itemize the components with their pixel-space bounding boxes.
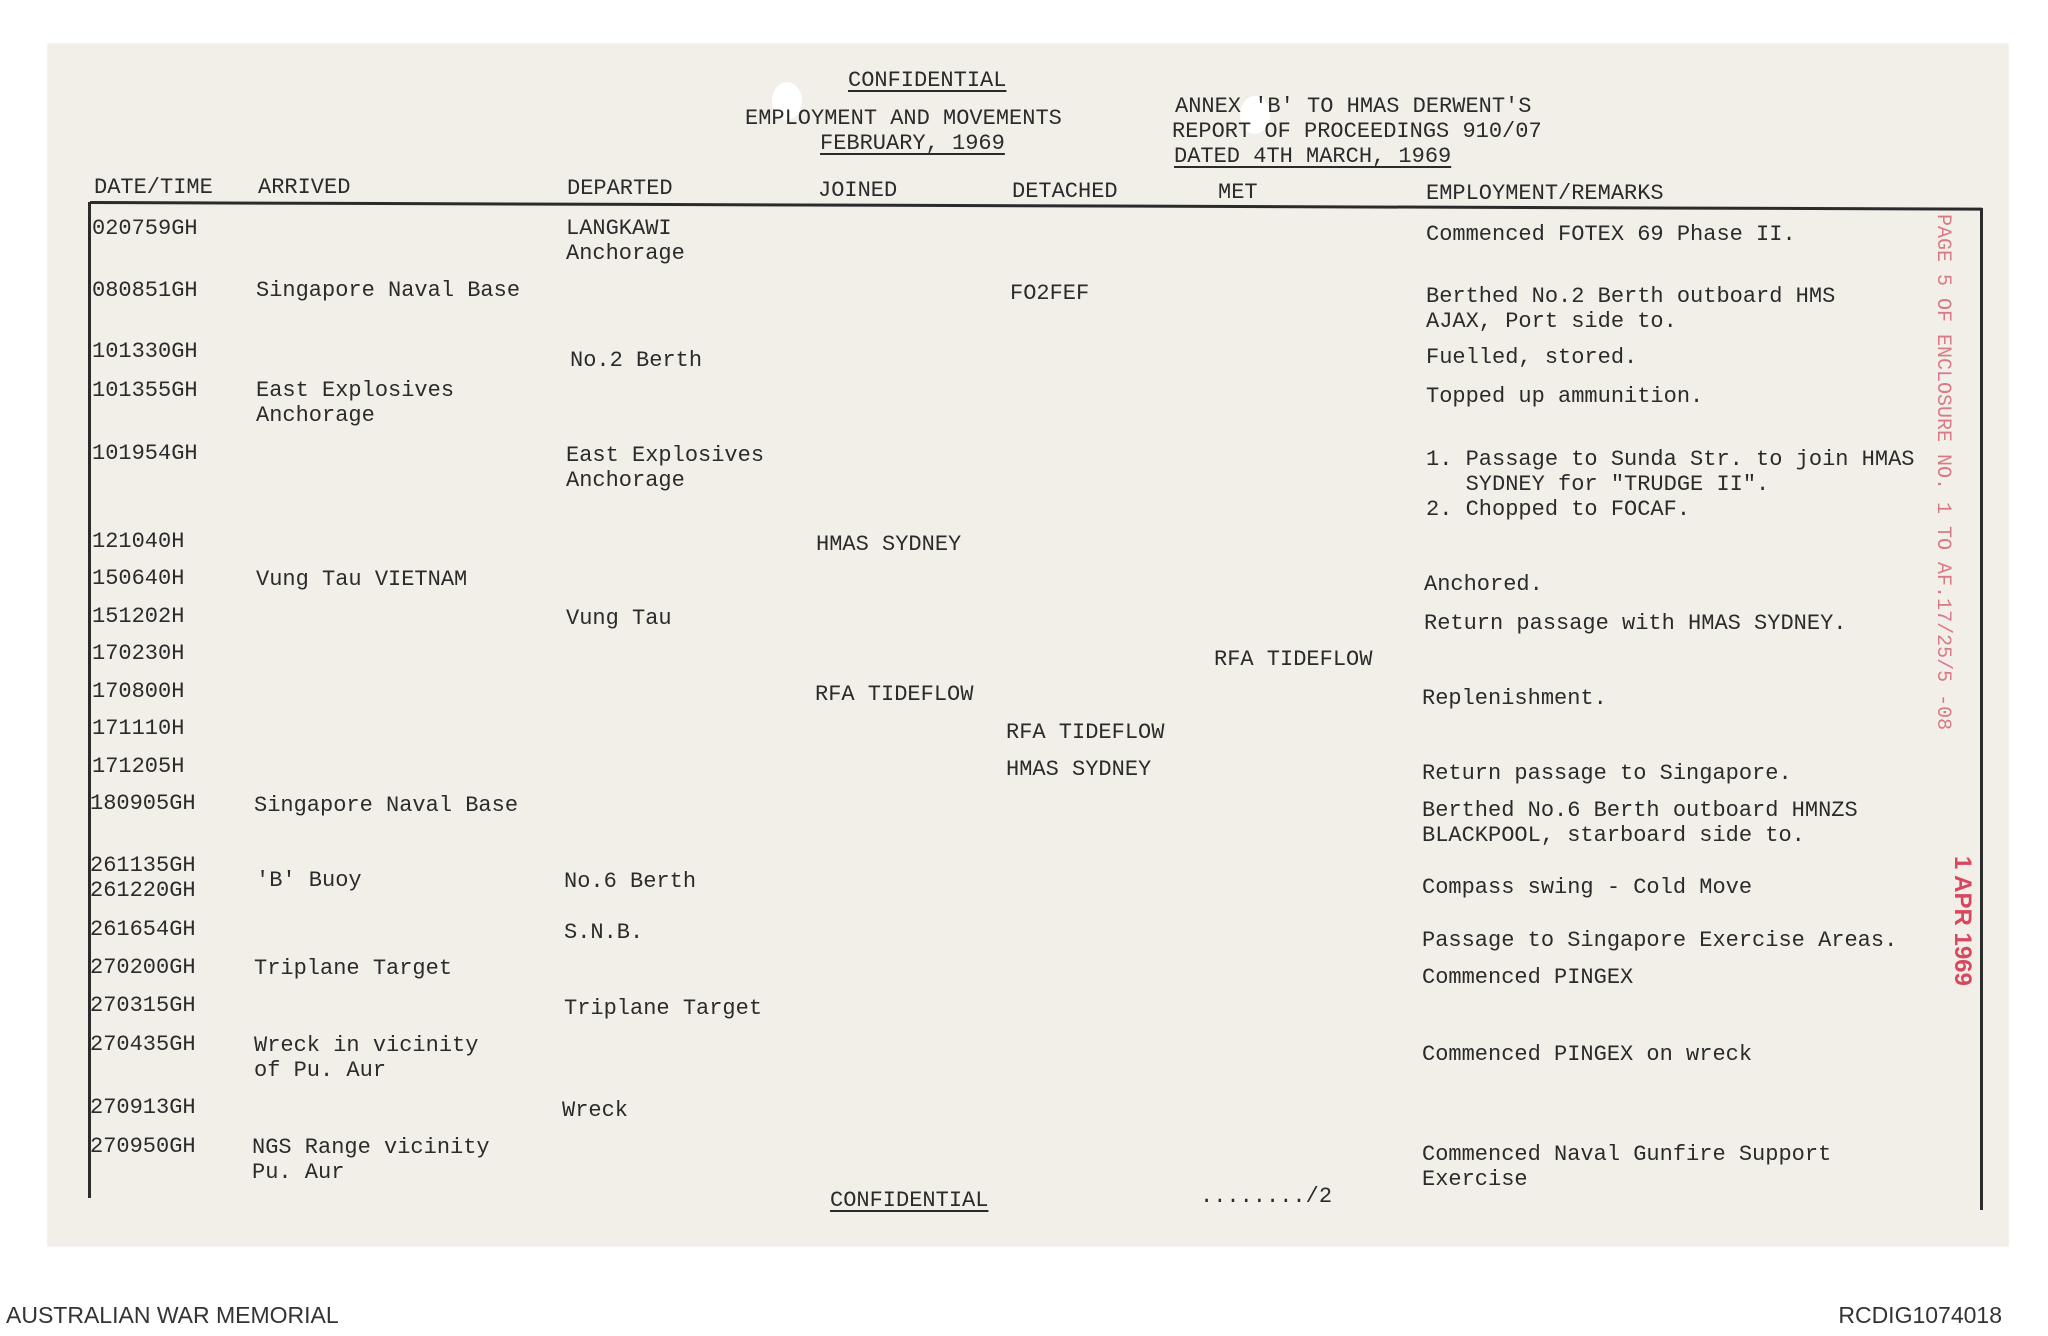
table-cell-departed: No.2 Berth xyxy=(570,348,703,373)
table-cell-detached: HMAS SYDNEY xyxy=(1006,757,1152,782)
table-cell-datetime: 180905GH xyxy=(90,791,196,816)
table-cell-departed: LANGKAWI Anchorage xyxy=(566,216,685,266)
table-cell-datetime: 270200GH xyxy=(90,955,196,980)
table-cell-datetime: 101954GH xyxy=(92,441,198,466)
table-cell-arrived: NGS Range vicinity Pu. Aur xyxy=(252,1135,490,1185)
document-title: EMPLOYMENT AND MOVEMENTS xyxy=(745,106,1062,131)
table-cell-datetime: 270435GH xyxy=(90,1032,196,1057)
table-cell-datetime: 171110H xyxy=(92,716,185,741)
table-cell-datetime: 261135GH 261220GH xyxy=(90,853,196,903)
report-reference: REPORT OF PROCEEDINGS 910/07 xyxy=(1172,119,1542,144)
table-cell-datetime: 171205H xyxy=(92,754,185,779)
table-cell-datetime: 170230H xyxy=(92,641,185,666)
table-cell-remarks: Passage to Singapore Exercise Areas. xyxy=(1422,928,1898,953)
table-cell-detached: FO2FEF xyxy=(1010,281,1090,306)
table-right-rule xyxy=(1980,208,1983,1210)
table-cell-datetime: 121040H xyxy=(92,529,185,554)
table-cell-departed: East Explosives Anchorage xyxy=(566,443,765,493)
table-cell-datetime: 080851GH xyxy=(92,278,198,303)
table-cell-remarks: 1. Passage to Sunda Str. to join HMAS SYDNEY for "TRUDGE II". 2. Chopped to FOCAF. xyxy=(1426,447,1915,522)
column-header-met: MET xyxy=(1218,180,1258,205)
table-cell-joined: RFA TIDEFLOW xyxy=(815,682,974,707)
table-cell-datetime: 151202H xyxy=(92,604,185,629)
table-cell-remarks: Replenishment. xyxy=(1422,686,1607,711)
table-cell-datetime: 101355GH xyxy=(92,378,198,403)
classification-bottom: CONFIDENTIAL xyxy=(830,1188,989,1213)
column-header-arrived: ARRIVED xyxy=(258,175,351,200)
table-cell-remarks: Return passage to Singapore. xyxy=(1422,761,1792,786)
table-cell-remarks: Commenced Naval Gunfire Support Exercise xyxy=(1422,1142,1832,1192)
archive-source: AUSTRALIAN WAR MEMORIAL xyxy=(6,1302,339,1328)
table-cell-datetime: 270315GH xyxy=(90,993,196,1018)
column-header-joined: JOINED xyxy=(818,178,898,203)
report-date: DATED 4TH MARCH, 1969 xyxy=(1174,144,1452,169)
table-cell-arrived: Singapore Naval Base xyxy=(256,278,521,303)
table-cell-remarks: Berthed No.2 Berth outboard HMS AJAX, Port side to. xyxy=(1426,284,1836,334)
classification-top: CONFIDENTIAL xyxy=(848,68,1007,93)
annex-reference: ANNEX 'B' TO HMAS DERWENT'S xyxy=(1175,94,1532,119)
table-cell-departed: Triplane Target xyxy=(564,996,763,1021)
column-header-remarks: EMPLOYMENT/REMARKS xyxy=(1426,181,1664,206)
table-cell-arrived: 'B' Buoy xyxy=(256,868,362,893)
table-cell-remarks: Anchored. xyxy=(1424,572,1543,597)
column-header-detached: DETACHED xyxy=(1012,179,1118,204)
document-period: FEBRUARY, 1969 xyxy=(820,131,1005,156)
table-cell-met: RFA TIDEFLOW xyxy=(1214,647,1373,672)
table-cell-arrived: Wreck in vicinity of Pu. Aur xyxy=(254,1033,479,1083)
table-cell-remarks: Topped up ammunition. xyxy=(1426,384,1704,409)
table-cell-departed: Vung Tau xyxy=(566,606,672,631)
enclosure-stamp-text: PAGE 5 OF ENCLOSURE NO. 1 TO AF.17/25/5 -08 xyxy=(1931,214,1954,731)
table-cell-departed: Wreck xyxy=(562,1098,629,1123)
table-cell-datetime: 101330GH xyxy=(92,339,198,364)
table-cell-datetime: 020759GH xyxy=(92,216,198,241)
table-cell-arrived: East Explosives Anchorage xyxy=(256,378,455,428)
table-cell-detached: RFA TIDEFLOW xyxy=(1006,720,1165,745)
table-cell-departed: No.6 Berth xyxy=(564,869,697,894)
table-cell-arrived: Singapore Naval Base xyxy=(254,793,519,818)
table-cell-datetime: 270950GH xyxy=(90,1134,196,1159)
table-cell-arrived: Vung Tau VIETNAM xyxy=(256,567,468,592)
table-cell-remarks: Commenced FOTEX 69 Phase II. xyxy=(1426,222,1796,247)
table-cell-datetime: 261654GH xyxy=(90,917,196,942)
table-cell-remarks: Fuelled, stored. xyxy=(1426,345,1638,370)
received-date-stamp: 1 APR 1969 xyxy=(1949,856,1976,986)
table-cell-departed: S.N.B. xyxy=(564,920,644,945)
table-cell-remarks: Commenced PINGEX on wreck xyxy=(1422,1042,1753,1067)
column-header-departed: DEPARTED xyxy=(567,176,673,201)
table-cell-remarks: Berthed No.6 Berth outboard HMNZS BLACKPOOL, starboard side to. xyxy=(1422,798,1858,848)
table-cell-joined: HMAS SYDNEY xyxy=(816,532,962,557)
table-cell-datetime: 170800H xyxy=(92,679,185,704)
table-cell-arrived: Triplane Target xyxy=(254,956,453,981)
archive-reference: RCDIG1074018 xyxy=(1838,1302,2002,1328)
table-cell-datetime: 270913GH xyxy=(90,1095,196,1120)
column-header-datetime: DATE/TIME xyxy=(94,175,213,200)
table-cell-remarks: Return passage with HMAS SYDNEY. xyxy=(1424,611,1847,636)
table-cell-remarks: Commenced PINGEX xyxy=(1422,965,1634,990)
table-cell-remarks: Compass swing - Cold Move xyxy=(1422,875,1753,900)
continuation-marker: ......../2 xyxy=(1200,1184,1333,1209)
table-cell-datetime: 150640H xyxy=(92,566,185,591)
